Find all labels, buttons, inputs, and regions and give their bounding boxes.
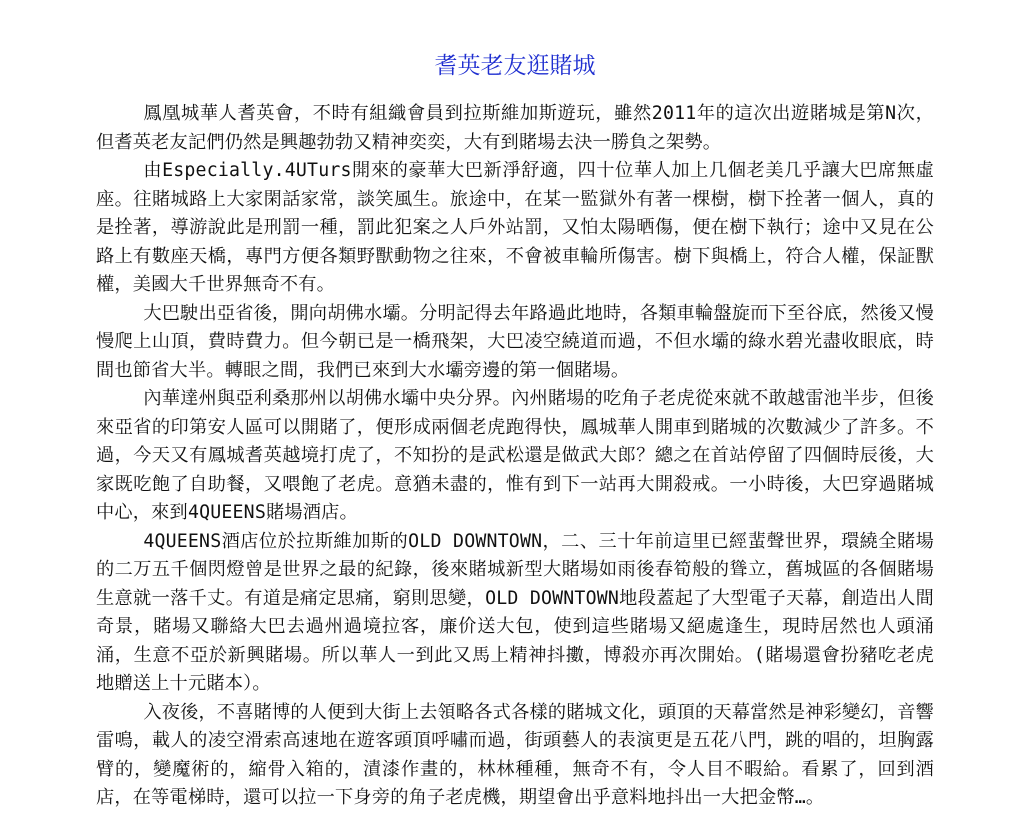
article-title: 耆英老友逛賭城 bbox=[434, 53, 596, 79]
paragraph: 4QUEENS酒店位於拉斯維加斯的OLD DOWNTOWN，二、三十年前這里已經蜚聲世界，環繞全賭場的二万五千個閃燈曾是世界之最的紀錄，後來賭城新型大賭場如雨後春筍般的聳立，舊城區的各個賭場生意就一落千丈。有道是痛定思痛，窮則思變，OLD DOWNTOWN地段蓋起了大型電子天幕，創造出人間奇景，賭場又聯絡大巴去過州過境拉客，廉价送大包，使到這些賭場又絕處逢生，現時居然也人頭涌涌，生意不亞於新興賭場。所以華人一到此又馬上精神抖擻，博殺亦再次開始。(賭場還會扮豬吃老虎地贈送上十元賭本）。 bbox=[96, 530, 934, 694]
paragraph: 大巴駛出亞省後，開向胡佛水壩。分明記得去年路過此地時，各類車輪盤旋而下至谷底，然後又慢慢爬上山頂，費時費力。但今朝已是一橋飛架，大巴凌空繞道而過，不但水壩的綠水碧光盡收眼底，時間也節省大半。轉眼之間，我們已來到大水壩旁邊的第一個賭場。 bbox=[96, 302, 934, 381]
document-page bbox=[96, 0, 934, 808]
article-body bbox=[96, 100, 934, 813]
paragraph: 內華達州與亞利桑那州以胡佛水壩中央分界。內州賭場的吃角子老虎從來就不敢越雷池半步，但後來亞省的印第安人區可以開賭了，便形成兩個老虎跑得快，鳳城華人開車到賭城的次數減少了許多。不過，今天又有鳳城耆英越境打虎了，不知扮的是武松還是做武大郎？總之在首站停留了四個時辰後，大家既吃飽了自助餐，又喂飽了老虎。意猶未盡的，惟有到下一站再大開殺戒。一小時後，大巴穿過賭城中心，來到4QUEENS賭場酒店。 bbox=[96, 388, 934, 523]
paragraph: 入夜後，不喜賭博的人便到大街上去領略各式各樣的賭城文化，頭頂的天幕當然是神彩變幻，音響雷鳴，載人的凌空滑索高速地在遊客頭頂呼嘯而過，街頭藝人的表演更是五花八門，跳的唱的，坦胸露臂的，變魔術的，縮骨入箱的，漬漆作畫的，林林種種，無奇不有，令人目不暇給。看累了，回到酒店，在等電梯時，還可以拉一下身旁的角子老虎機，期望會出乎意料地抖出一大把金幣…。 bbox=[96, 701, 934, 808]
paragraph: 鳳凰城華人耆英會，不時有組織會員到拉斯維加斯遊玩，雖然2011年的這次出遊賭城是第N次，但耆英老友記們仍然是興趣勃勃又精神奕奕，大有到賭場去決一勝負之架勢。 bbox=[96, 103, 934, 153]
paragraph: 由Especially.4UTurs開來的豪華大巴新淨舒適，四十位華人加上几個老美几乎讓大巴席無虛座。往賭城路上大家閑話家常，談笑風生。旅途中，在某一監獄外有著一棵樹，樹下拴著一個人，真的是拴著，導游說此是刑罰一種，罰此犯案之人戶外站罰，又怕太陽晒傷，便在樹下執行；途中又見在公路上有數座天橋，專門方便各類野獸動物之往來，不會被車輪所傷害。樹下與橋上，符合人權，保証獸權，美國大千世界無奇不有。 bbox=[96, 160, 934, 295]
